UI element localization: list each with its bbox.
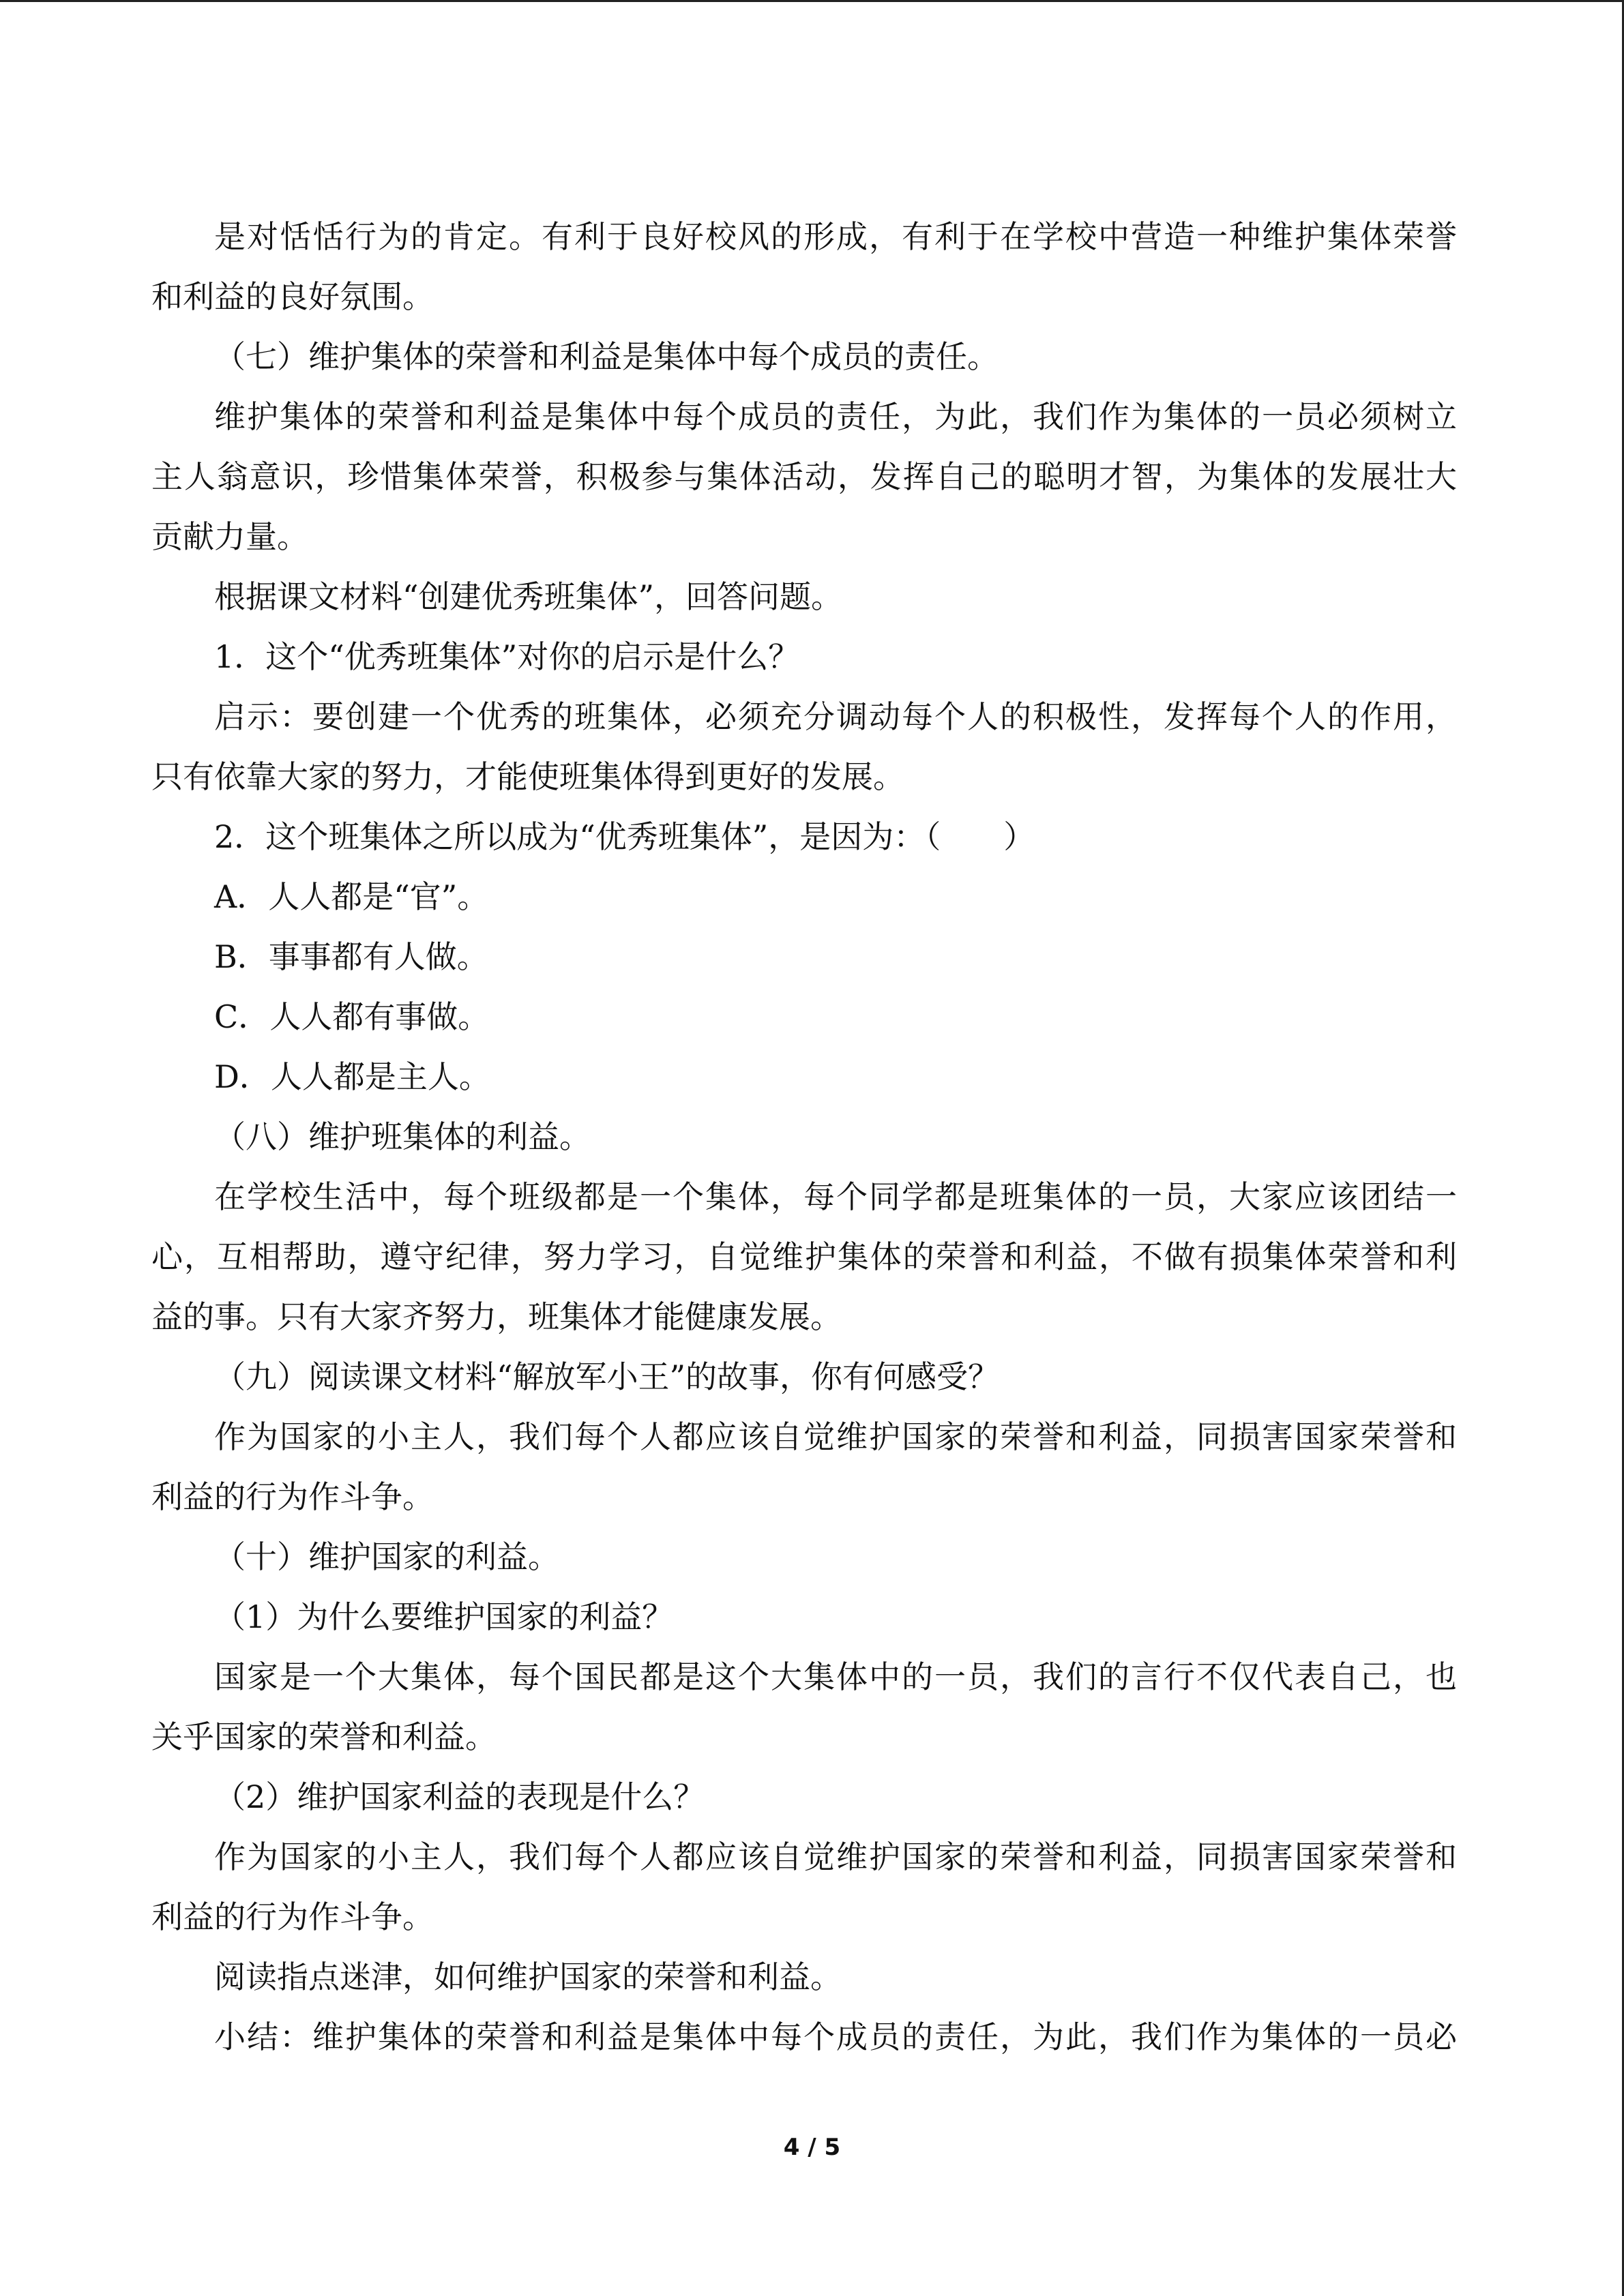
- paragraph-line: 在学校生活中，每个班级都是一个集体，每个同学都是班集体的一员，大家应该团结一: [214, 1178, 1457, 1215]
- question-line: 2．这个班集体之所以成为“优秀班集体”，是因为：（ ）: [214, 818, 1035, 855]
- paragraph-line: 和利益的良好氛围。: [151, 278, 434, 315]
- paragraph-line: 根据课文材料“创建优秀班集体”，回答问题。: [214, 578, 843, 615]
- option-b: B．事事都有人做。: [214, 938, 488, 975]
- paragraph-line: 只有依靠大家的努力，才能使班集体得到更好的发展。: [151, 758, 904, 795]
- paragraph-line: 国家是一个大集体，每个国民都是这个大集体中的一员，我们的言行不仅代表自己，也: [214, 1658, 1457, 1695]
- paragraph-line: 利益的行为作斗争。: [151, 1898, 434, 1935]
- paragraph-line: 是对恬恬行为的肯定。有利于良好校风的形成，有利于在学校中营造一种维护集体荣誉: [214, 218, 1457, 255]
- paragraph-line: 主人翁意识，珍惜集体荣誉，积极参与集体活动，发挥自己的聪明才智，为集体的发展壮大: [151, 458, 1457, 495]
- paragraph-line: 作为国家的小主人，我们每个人都应该自觉维护国家的荣誉和利益，同损害国家荣誉和: [214, 1838, 1457, 1875]
- question-line: （2）维护国家利益的表现是什么？: [214, 1778, 705, 1815]
- section-heading: （七）维护集体的荣誉和利益是集体中每个成员的责任。: [214, 338, 999, 375]
- paragraph-line: 利益的行为作斗争。: [151, 1478, 434, 1515]
- page-number: 4 / 5: [783, 2134, 841, 2161]
- paragraph-line: 小结：维护集体的荣誉和利益是集体中每个成员的责任，为此，我们作为集体的一员必: [214, 2018, 1457, 2055]
- paragraph-line: 启示：要创建一个优秀的班集体，必须充分调动每个人的积极性，发挥每个人的作用，: [214, 698, 1457, 735]
- section-heading: （八）维护班集体的利益。: [214, 1118, 591, 1155]
- paragraph-line: 作为国家的小主人，我们每个人都应该自觉维护国家的荣誉和利益，同损害国家荣誉和: [214, 1418, 1457, 1455]
- section-heading: （九）阅读课文材料“解放军小王”的故事，你有何感受？: [214, 1358, 1000, 1395]
- option-d: D．人人都是主人。: [214, 1058, 490, 1095]
- question-line: 1．这个“优秀班集体”对你的启示是什么？: [214, 638, 800, 675]
- question-line: （1）为什么要维护国家的利益？: [214, 1598, 674, 1635]
- paragraph-line: 维护集体的荣誉和利益是集体中每个成员的责任，为此，我们作为集体的一员必须树立: [214, 398, 1457, 435]
- paragraph-line: 心，互相帮助，遵守纪律，努力学习，自觉维护集体的荣誉和利益，不做有损集体荣誉和利: [151, 1238, 1457, 1275]
- option-a: A．人人都是“官”。: [214, 878, 489, 915]
- document-body: [151, 207, 1457, 2067]
- paragraph-line: 益的事。只有大家齐努力，班集体才能健康发展。: [151, 1298, 842, 1335]
- option-c: C．人人都有事做。: [214, 998, 490, 1035]
- section-heading: （十）维护国家的利益。: [214, 1538, 559, 1575]
- paragraph-line: 贡献力量。: [151, 518, 308, 555]
- paragraph-line: 阅读指点迷津，如何维护国家的荣誉和利益。: [214, 1958, 842, 1995]
- paragraph-line: 关乎国家的荣誉和利益。: [151, 1718, 497, 1755]
